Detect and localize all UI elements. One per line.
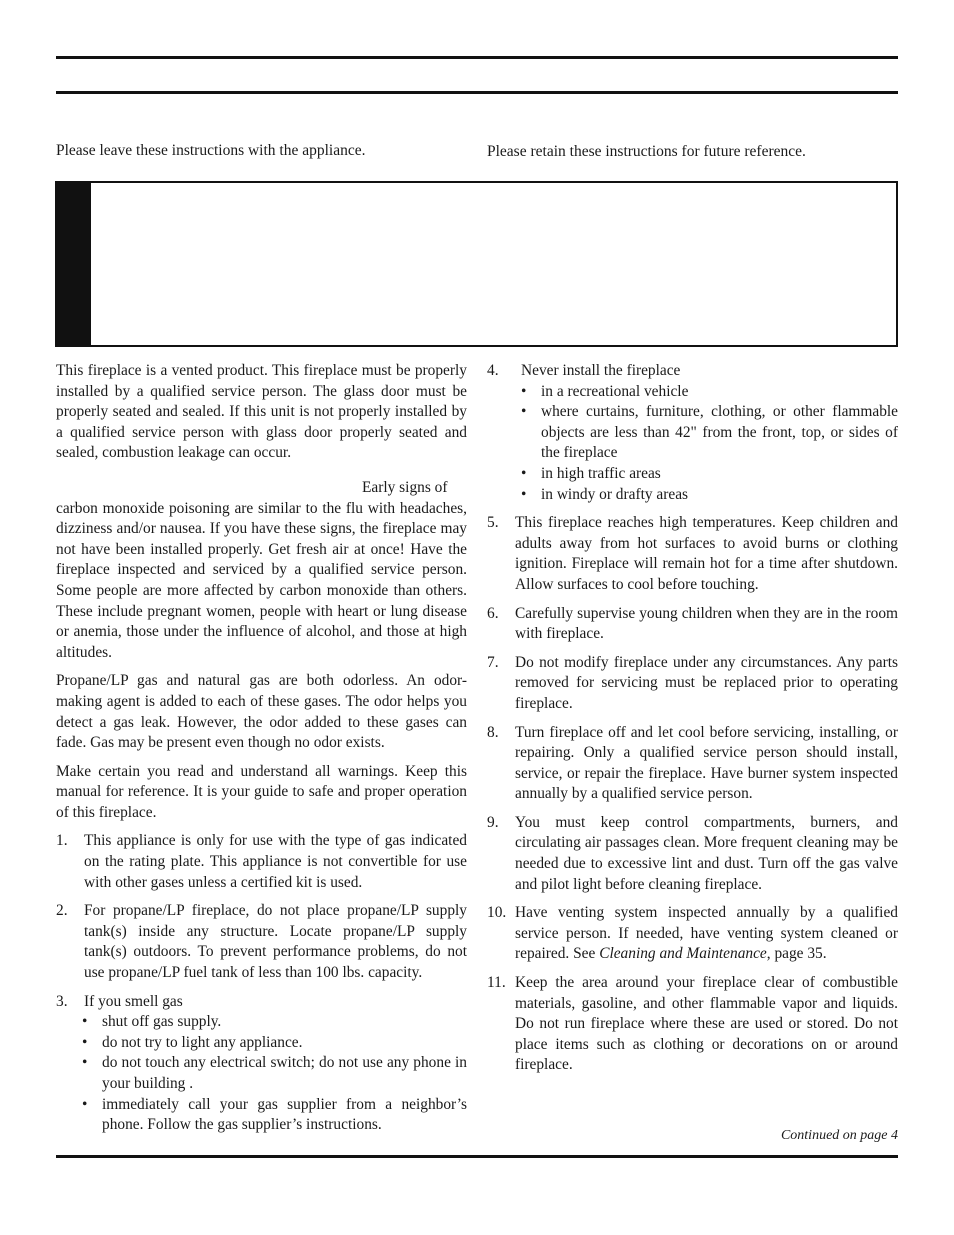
leave-instructions-note: Please leave these instructions with the appliance. — [56, 142, 366, 159]
bullet-item: • shut off gas supply. — [82, 1012, 467, 1033]
list-item-text: Carefully supervise young children when they are in the room with fireplace. — [515, 604, 898, 643]
list-item-number: 5. — [487, 514, 499, 532]
list-item-text: This appliance is only for use with the type of gas indicated on the rating plate. This appliance is not convertible for use with other gases unless a certified kit is used. — [84, 832, 467, 891]
list-item-8 — [487, 723, 898, 805]
list-item-number: 7. — [487, 653, 499, 671]
list-item-number: 6. — [487, 604, 499, 622]
never-install-bullets — [487, 382, 898, 506]
list-item-number: 4. — [487, 362, 499, 379]
smell-gas-bullets — [56, 1012, 467, 1136]
bullet-item: • where curtains, furniture, clothing, or other flammable objects are less than 42" from the front, top, or sides of the fireplace — [521, 402, 898, 464]
odorless-gas-paragraph: Propane/LP gas and natural gas are both odorless. An odor-making agent is added to each of these gases. The odor helps you detect a gas leak. However, the odor added to these gases can fade. Gas may be present even though no odor exists. — [56, 672, 467, 752]
list-item-2 — [56, 901, 467, 983]
read-warnings-paragraph: Make certain you read and understand all warnings. Keep this manual for reference. It is your guide to safe and proper operation of this fireplace. — [56, 762, 467, 821]
bullet-item: • do not try to light any appliance. — [82, 1033, 467, 1054]
list-item-number: 10. — [487, 904, 507, 922]
carbon-monoxide-lead: Early signs of — [362, 478, 448, 496]
list-item-number: 1. — [56, 832, 68, 850]
bullet-item: • immediately call your gas supplier from a neighbor’s phone. Follow the gas supplier’s instructions. — [82, 1095, 467, 1136]
list-item-text: Keep the area around your fireplace clear of combustible materials, gasoline, and other flammable vapor and liquids. Do not run fireplace where these are used or stored. Do not place items such as clothing or decorations on or around fireplace. — [515, 974, 898, 1074]
right-column — [487, 361, 898, 1084]
list-item-9 — [487, 813, 898, 895]
bullet-item: • do not touch any electrical switch; do not use any phone in your building . — [82, 1053, 467, 1094]
list-item-number: 9. — [487, 813, 499, 831]
list-item-text: If you smell gas — [84, 992, 183, 1010]
list-item-number: 2. — [56, 902, 68, 920]
list-item-text: Have venting system inspected annually by a qualified service person. If needed, have venting system cleaned or repaired. See — [515, 904, 898, 963]
list-item-text: Do not modify fireplace under any circumstances. Any parts removed for servicing must be replaced prior to operating fireplace. — [515, 653, 898, 712]
warning-box — [55, 181, 898, 347]
carbon-monoxide-text: carbon monoxide poisoning are similar to the flu with headaches, dizziness and/or nausea. If you have these signs, the fireplace may not have been installed properly. Get fresh air at once! Have the fireplace inspected and serviced by a qualified service person. Some people are more affected by carbon monoxide than others. These include pregnant women, people with heart or lung disease or anemia, those under the influence of alcohol, and those at high altitudes. — [56, 499, 467, 661]
continued-note: Continued on page 4 — [780, 1128, 898, 1143]
bullet-item: • in a recreational vehicle — [521, 382, 898, 403]
list-item-text-end: , page 35. — [766, 945, 827, 963]
warning-box-bar — [57, 183, 91, 345]
left-column — [56, 361, 467, 1136]
carbon-monoxide-paragraph — [56, 478, 467, 663]
header-rule — [56, 91, 898, 94]
list-item-text: Turn fireplace off and let cool before servicing, installing, or repairing. Only a qualified service person should install, service, or repair the fireplace. Have burner system inspected annually by a qualified service person. — [515, 723, 898, 803]
bottom-rule — [56, 1155, 898, 1158]
list-item-5 — [487, 513, 898, 595]
list-item-text: You must keep control compartments, burners, and circulating air passages clean. More frequent cleaning may be needed due to excessive lint and dust. Turn off the gas valve and pilot light before cleaning fireplace. — [515, 813, 898, 893]
list-item-text: For propane/LP fireplace, do not place propane/LP supply tank(s) inside any structure. Locate propane/LP supply tank(s) outdoors. To prevent performance problems, do not use propane/LP fuel tank of less than 100 lbs. capacity. — [84, 902, 467, 982]
list-item-text: Never install the fireplace — [521, 362, 681, 379]
list-item-text: This fireplace reaches high temperatures. Keep children and adults away from hot surfaces to avoid burns or clothing ignition. Fireplace will remain hot for a time after shutdown. Allow surfaces to cool before touching. — [515, 514, 898, 593]
list-item-6 — [487, 604, 898, 645]
list-item-10 — [487, 903, 898, 965]
cleaning-maintenance-reference: Cleaning and Maintenance — [599, 945, 767, 963]
top-rule — [56, 56, 898, 59]
list-item-4 — [487, 361, 898, 382]
retain-instructions-note: Please retain these instructions for future reference. — [487, 143, 806, 160]
list-item-3 — [56, 992, 467, 1013]
vented-product-paragraph: This fireplace is a vented product. This fireplace must be properly installed by a qualified service person. The glass door must be properly seated and sealed. If this unit is not properly installed by a qualified service person with glass door properly seated and sealed, combustion leakage can occur. — [56, 362, 467, 462]
list-item-number: 8. — [487, 723, 499, 741]
list-item-number: 3. — [56, 992, 68, 1010]
list-item-7 — [487, 653, 898, 715]
bullet-item: • in windy or drafty areas — [521, 485, 898, 506]
list-item-1 — [56, 831, 467, 893]
list-item-11 — [487, 973, 898, 1076]
bullet-item: • in high traffic areas — [521, 464, 898, 485]
list-item-number: 11. — [487, 974, 506, 992]
